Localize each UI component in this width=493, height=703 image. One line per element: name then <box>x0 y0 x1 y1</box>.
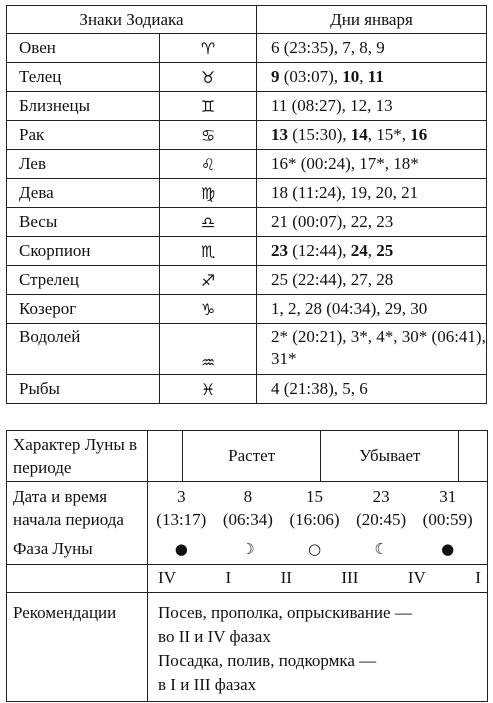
moon-quarter: III <box>341 568 359 587</box>
character-tail-cell <box>459 431 488 482</box>
day-text: , <box>367 241 377 260</box>
zodiac-symbol-icon: ♐︎ <box>160 266 257 295</box>
moon-phase-icon: ○ <box>307 539 322 558</box>
day-text: 25 (22:44), 27, 28 <box>271 270 394 289</box>
zodiac-row <box>7 34 487 63</box>
zodiac-body <box>7 34 487 404</box>
period-time: (16:06) <box>289 509 340 529</box>
sign-name: Лев <box>7 150 160 179</box>
quarters-label-cell <box>7 564 148 592</box>
recommend-text <box>148 592 488 701</box>
moon-quarter: IV <box>407 568 426 587</box>
waning-label: Убывает <box>321 431 459 482</box>
zodiac-symbol-icon: ♊︎ <box>160 92 257 121</box>
day-text: 1, 2, 28 (04:34), 29, 30 <box>271 299 428 318</box>
zodiac-symbol-icon: ♋︎ <box>160 121 257 150</box>
sign-days <box>257 266 487 295</box>
moon-dates-row <box>7 482 488 534</box>
day-text: (12:44), <box>288 241 351 260</box>
sign-name: Стрелец <box>7 266 160 295</box>
day-text: 6 (23:35), 7, 8, 9 <box>271 38 385 57</box>
moon-phase-icon: ● <box>441 539 455 558</box>
zodiac-row <box>7 266 487 295</box>
sign-days <box>257 150 487 179</box>
period-date <box>156 485 206 531</box>
phase-symbols <box>148 540 487 558</box>
date-values-cell <box>148 482 488 534</box>
period-date <box>423 485 473 531</box>
period-time: (06:34) <box>222 509 273 529</box>
zodiac-row <box>7 63 487 92</box>
period-time: (13:17) <box>156 509 207 529</box>
sign-days <box>257 179 487 208</box>
period-day: 31 <box>439 486 457 506</box>
moon-table <box>6 430 488 702</box>
day-text: 18 (11:24), 19, 20, 21 <box>271 183 419 202</box>
zodiac-row <box>7 92 487 121</box>
moon-phase-icon: ☾ <box>374 539 388 558</box>
sign-name: Дева <box>7 179 160 208</box>
day-text: , <box>359 67 368 86</box>
phase-label: Фаза Луны <box>7 534 148 565</box>
date-label: Дата и время начала периода <box>7 482 148 534</box>
recommend-line-2: во II и IV фазах <box>158 626 271 646</box>
zodiac-row <box>7 179 487 208</box>
period-date <box>289 485 339 531</box>
day-bold: 9 <box>271 67 280 86</box>
character-empty-cell <box>148 431 183 482</box>
day-bold: 11 <box>367 67 384 86</box>
moon-quarter: IV <box>158 568 176 587</box>
sign-name: Водолей <box>7 324 160 375</box>
moon-quarter: I <box>225 568 232 587</box>
zodiac-row <box>7 324 487 375</box>
zodiac-symbol-icon: ♍︎ <box>160 179 257 208</box>
moon-phase-icon: ☽ <box>241 539 255 558</box>
day-bold: 10 <box>342 67 360 86</box>
day-text: 11 (08:27), 12, 13 <box>271 96 393 115</box>
sign-name: Козерог <box>7 295 160 324</box>
day-text: (15:30), <box>288 125 351 144</box>
period-date <box>223 485 273 531</box>
day-text: , 15*, <box>367 125 411 144</box>
zodiac-row <box>7 295 487 324</box>
sign-name: Близнецы <box>7 92 160 121</box>
period-day: 3 <box>177 486 186 506</box>
date-values <box>148 485 487 531</box>
period-time: (00:59) <box>422 509 473 529</box>
recommend-line-1: Посев, прополка, опрыскивание — <box>158 602 412 622</box>
period-day: 23 <box>372 486 390 506</box>
sign-name: Овен <box>7 34 160 63</box>
day-bold: 14 <box>350 125 368 144</box>
sign-days <box>257 121 487 150</box>
sign-days <box>257 295 487 324</box>
zodiac-symbol-icon: ♏︎ <box>160 237 257 266</box>
moon-quarter: II <box>280 568 292 587</box>
zodiac-symbol-icon: ♎︎ <box>160 208 257 237</box>
moon-quarters-row <box>7 564 488 592</box>
day-bold: 13 <box>271 125 288 144</box>
sign-days <box>257 63 487 92</box>
moon-phase-row <box>7 534 488 565</box>
character-label: Характер Луны в периоде <box>7 431 148 482</box>
sign-name: Рыбы <box>7 375 160 404</box>
moon-character-row <box>7 431 488 482</box>
zodiac-row <box>7 150 487 179</box>
zodiac-header-row <box>7 6 487 34</box>
zodiac-row <box>7 121 487 150</box>
day-bold: 25 <box>376 241 394 260</box>
zodiac-symbol-icon: ♌︎ <box>160 150 257 179</box>
sign-days <box>257 92 487 121</box>
day-text: 2* (20:21), 3*, 4*, 30* (06:41), <box>271 327 486 346</box>
phase-symbols-cell <box>148 534 488 565</box>
zodiac-symbol-icon: ♈︎ <box>160 34 257 63</box>
quarters-cell <box>148 564 488 592</box>
day-text: 4 (21:38), 5, 6 <box>271 379 368 398</box>
period-date <box>356 485 406 531</box>
day-text: (03:07), <box>279 67 343 86</box>
moon-recommend-row <box>7 592 488 701</box>
zodiac-symbol-icon: ♑︎ <box>160 295 257 324</box>
day-text: 16* (00:24), 17*, 18* <box>271 154 419 173</box>
moon-quarter: I <box>475 568 481 587</box>
zodiac-row <box>7 208 487 237</box>
period-day: 8 <box>243 486 253 506</box>
recommend-line-3: Посадка, полив, подкормка — <box>158 650 377 670</box>
day-bold: 23 <box>271 241 288 260</box>
zodiac-header-sign: Знаки Зодиака <box>7 6 257 34</box>
sign-days <box>257 208 487 237</box>
sign-days <box>257 375 487 404</box>
day-bold: 16 <box>410 125 428 144</box>
zodiac-symbol-icon: ♓︎ <box>160 375 257 404</box>
day-text: 21 (00:07), 22, 23 <box>271 212 394 231</box>
sign-name: Скорпион <box>7 237 160 266</box>
moon-phase-icon: ● <box>174 539 188 558</box>
zodiac-symbol-icon: ♉︎ <box>160 63 257 92</box>
zodiac-header-days: Дни января <box>257 6 487 34</box>
day-text: 31* <box>271 349 297 368</box>
sign-name: Телец <box>7 63 160 92</box>
zodiac-symbol-icon: ♒︎ <box>160 324 257 375</box>
sign-days <box>257 324 487 375</box>
zodiac-table <box>6 5 487 404</box>
day-bold: 24 <box>350 241 368 260</box>
period-time: (20:45) <box>356 509 407 529</box>
quarters <box>148 568 487 588</box>
period-day: 15 <box>306 486 323 506</box>
recommend-label: Рекомендации <box>7 592 148 701</box>
sign-days <box>257 237 487 266</box>
zodiac-row <box>7 237 487 266</box>
sign-name: Весы <box>7 208 160 237</box>
recommend-line-4: в I и III фазах <box>158 674 257 694</box>
sign-name: Рак <box>7 121 160 150</box>
sign-days <box>257 34 487 63</box>
zodiac-row <box>7 375 487 404</box>
growing-label: Растет <box>182 431 321 482</box>
